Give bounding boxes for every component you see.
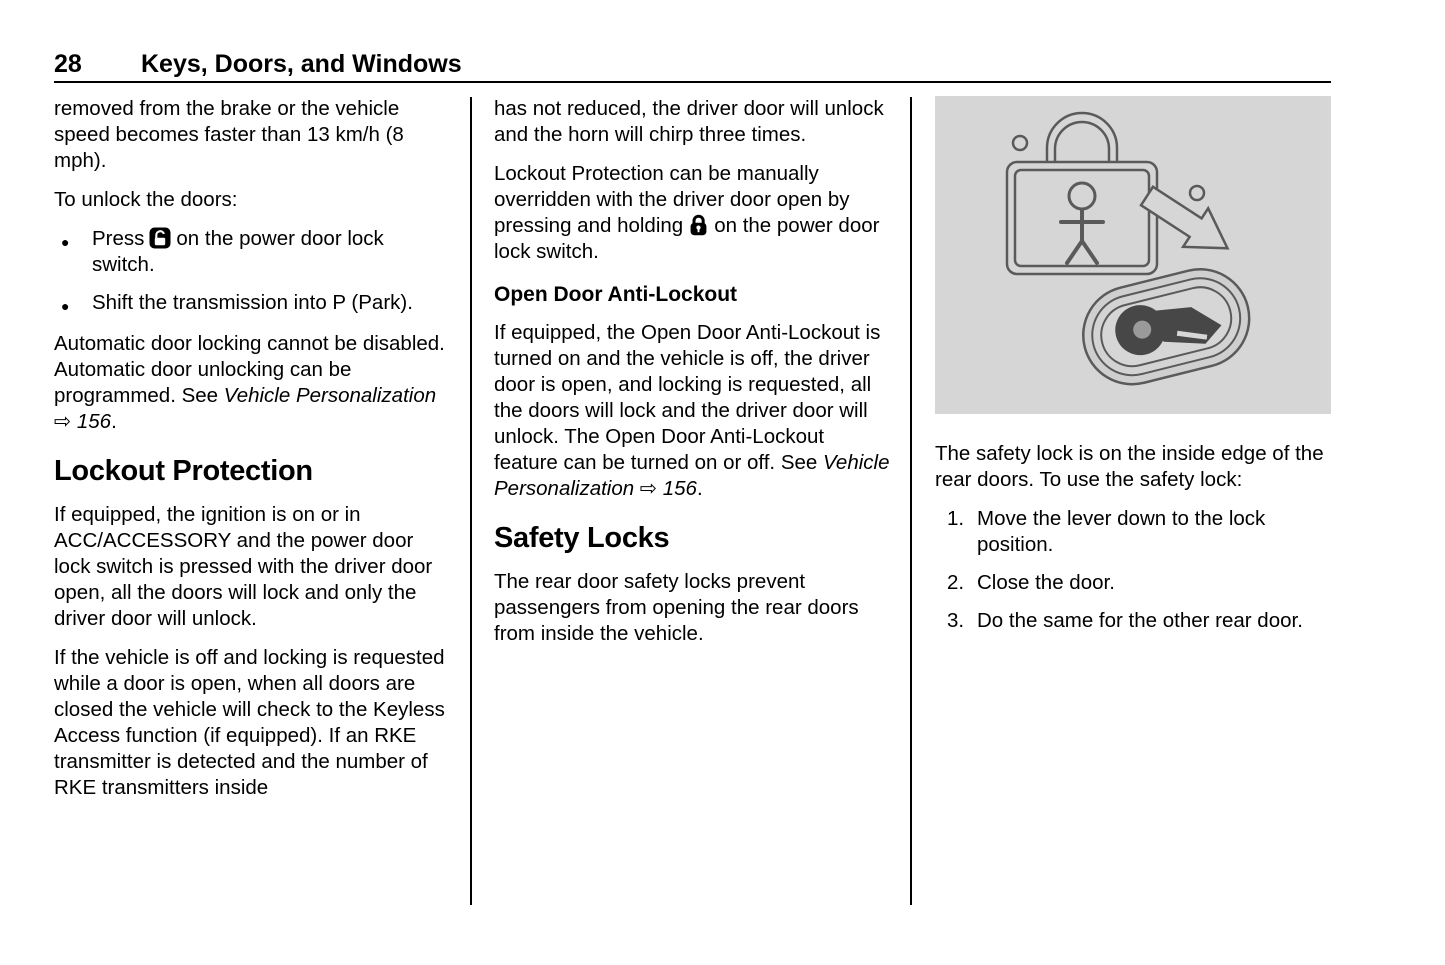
list-item-text: Shift the transmission into P (Park). [92, 291, 413, 314]
column-divider-left [470, 97, 472, 905]
paragraph: If equipped, the ignition is on or in ACC/ACCESSORY and the power door lock switch is pressed with the driver door open, all the doors will lock and only the driver door will unlock. [54, 503, 433, 630]
step-text: Move the lever down to the lock position. [977, 507, 1266, 556]
paragraph [494, 161, 892, 265]
step-text: Close the door. [977, 571, 1115, 594]
safety-lock-illustration [935, 96, 1331, 414]
paragraph: If the vehicle is off and locking is requested while a door is open, when all doors are closed the vehicle will check to the Keyless Access function (if equipped). If an RKE transmitter is detected and the number of RKE transmitters inside [54, 646, 445, 799]
section-heading-lockout-protection: Lockout Protection [54, 455, 313, 487]
paragraph: removed from the brake or the vehicle speed becomes faster than 13 km/h (8 mph). [54, 97, 404, 172]
header-rule [54, 81, 1331, 83]
power-door-lock-switch-icon [688, 213, 709, 236]
bullet-icon: ● [61, 298, 70, 314]
step-number: 2. [947, 571, 965, 594]
step-number: 1. [947, 507, 965, 530]
column-left [54, 96, 446, 814]
bullet-icon: ● [61, 234, 70, 250]
numbered-steps [935, 506, 1331, 634]
text-segment: on the power door lock switch. [92, 227, 384, 276]
step-item [935, 608, 1331, 634]
section-heading-safety-locks: Safety Locks [494, 522, 670, 554]
step-item [935, 506, 1331, 558]
step-item [935, 570, 1331, 596]
page-title: Keys, Doors, and Windows [141, 50, 462, 78]
step-number: 3. [947, 609, 965, 632]
list-item [54, 226, 446, 278]
list-item-text [92, 226, 446, 278]
text-segment: Automatic door locking cannot be disabled. Automatic door unlocking can be programmed. See [54, 332, 445, 407]
page-number: 28 [54, 50, 82, 78]
cross-reference: Vehicle Personalization ⇨ 156 [54, 384, 437, 433]
text-segment: . [696, 477, 703, 500]
paragraph: To unlock the doors: [54, 188, 238, 211]
power-door-unlock-switch-icon [149, 227, 171, 249]
sub-heading-open-door-anti-lockout: Open Door Anti-Lockout [494, 283, 738, 306]
column-center [494, 96, 892, 660]
figure-caption: The safety lock is on the inside edge of the rear doors. To use the safety lock: [935, 442, 1324, 491]
text-segment: Lockout Protection can be manually overridden with the driver door open by pressing and holding [494, 162, 850, 237]
paragraph: has not reduced, the driver door will unlock and the horn will chirp three times. [494, 97, 884, 146]
text-segment: . [111, 410, 117, 433]
text-segment: If equipped, the Open Door Anti-Lockout is turned on and the vehicle is off, the driver door is open, and locking is requested, all the doors will lock and the driver door will unlock. The Open Door Anti-Lockout feature can be turned on or off. See [494, 321, 881, 474]
text-segment: on the power door lock switch. [494, 214, 880, 263]
column-divider-right [910, 97, 912, 905]
column-right [935, 96, 1331, 646]
cross-reference: Vehicle Personalization ⇨ 156 [494, 451, 890, 500]
list-item [54, 290, 446, 319]
text-segment: Press [92, 227, 145, 250]
step-text: Do the same for the other rear door. [977, 609, 1303, 632]
paragraph [494, 320, 892, 502]
paragraph: The rear door safety locks prevent passengers from opening the rear doors from inside the vehicle. [494, 570, 859, 645]
paragraph [54, 331, 446, 435]
